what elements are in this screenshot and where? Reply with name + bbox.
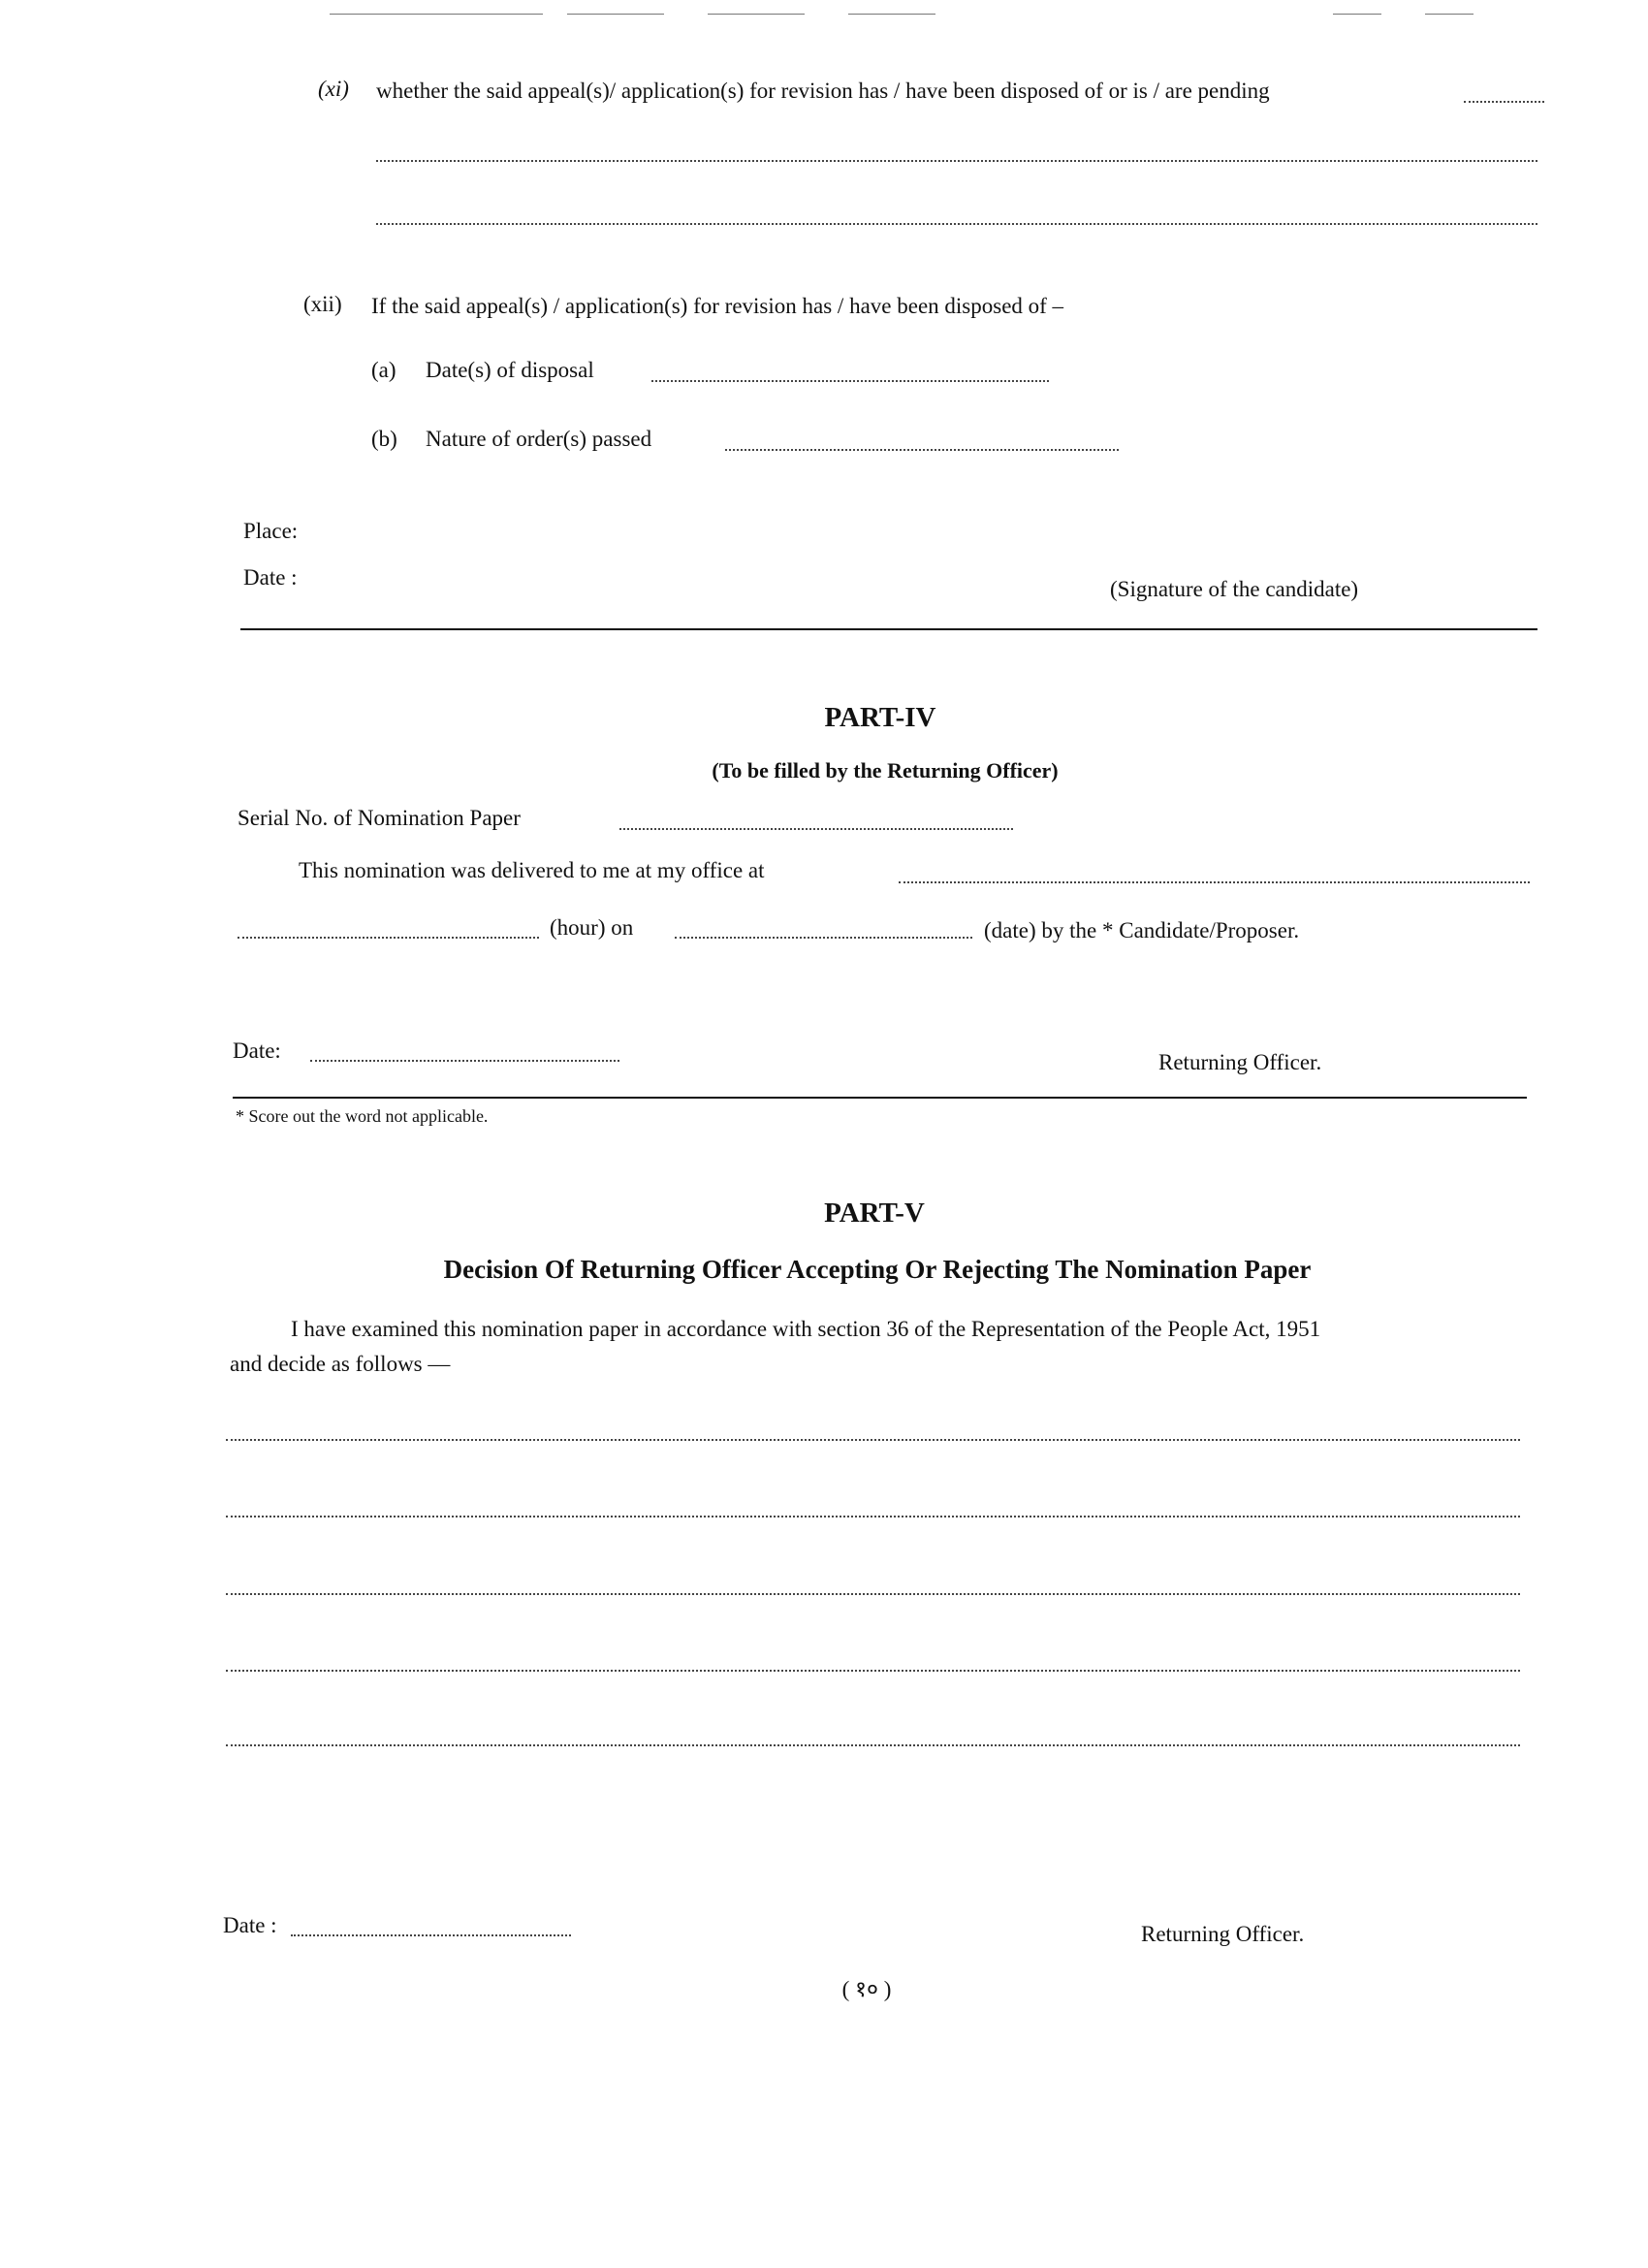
item-a-label: Date(s) of disposal <box>426 358 594 382</box>
divider <box>240 628 1537 630</box>
place-label: Place: <box>243 519 299 543</box>
part-v-date-blank <box>291 1934 571 1936</box>
part-iv-officer-label: Returning Officer. <box>1158 1050 1322 1074</box>
date-by-label: (date) by the * Candidate/Proposer. <box>984 918 1300 942</box>
part-iv-date-blank <box>310 1060 619 1062</box>
item-xi-blank <box>1464 101 1544 103</box>
serial-blank <box>619 828 1013 830</box>
order-nature-blank <box>725 449 1119 451</box>
divider <box>233 1097 1527 1099</box>
part-iv-date-label: Date: <box>233 1038 281 1063</box>
footnote: * Score out the word not applicable. <box>236 1106 489 1126</box>
decision-paragraph-line-2: and decide as follows — <box>230 1352 451 1376</box>
office-blank <box>899 881 1530 883</box>
serial-label: Serial No. of Nomination Paper <box>238 806 521 830</box>
hour-on-label: (hour) on <box>550 915 634 940</box>
part-v-officer-label: Returning Officer. <box>1141 1922 1305 1946</box>
item-xi-blank-line-3 <box>376 223 1537 225</box>
decision-blank-line <box>226 1516 1520 1517</box>
decision-paragraph-line-1: I have examined this nomination paper in accordance with section 36 of the Representation of the People Act, 1951 <box>291 1317 1321 1341</box>
item-xii-text: If the said appeal(s) / application(s) for revision has / have been disposed of – <box>371 294 1064 318</box>
part-v-date-label: Date : <box>223 1913 277 1937</box>
decision-blank-line <box>226 1439 1520 1441</box>
decision-blank-line <box>226 1744 1520 1746</box>
decision-blank-line <box>226 1593 1520 1595</box>
item-xi-blank-line-2 <box>376 160 1537 162</box>
delivery-date-blank <box>675 937 972 939</box>
page-number: ( १० ) <box>841 1977 892 2001</box>
item-b-label: Nature of order(s) passed <box>426 427 652 451</box>
item-xi-text: whether the said appeal(s)/ application(s) for revision has / have been disposed of or is / are pending <box>376 79 1270 103</box>
item-a-number: (a) <box>371 358 396 382</box>
item-xii-number: (xii) <box>303 292 342 316</box>
disposal-date-blank <box>651 380 1049 382</box>
date-label: Date : <box>243 565 298 590</box>
delivered-text: This nomination was delivered to me at my office at <box>299 858 765 882</box>
item-xi-number: (xi) <box>318 77 349 101</box>
candidate-signature-label: (Signature of the candidate) <box>1110 577 1359 601</box>
part-v-title: PART-V <box>824 1198 925 1229</box>
part-iv-title: PART-IV <box>824 702 936 733</box>
part-v-heading: Decision Of Returning Officer Accepting Or Rejecting The Nomination Paper <box>443 1255 1312 1284</box>
part-iv-subtitle: (To be filled by the Returning Officer) <box>712 758 1059 783</box>
hour-blank <box>238 937 539 939</box>
decision-blank-line <box>226 1670 1520 1672</box>
item-b-number: (b) <box>371 427 397 451</box>
